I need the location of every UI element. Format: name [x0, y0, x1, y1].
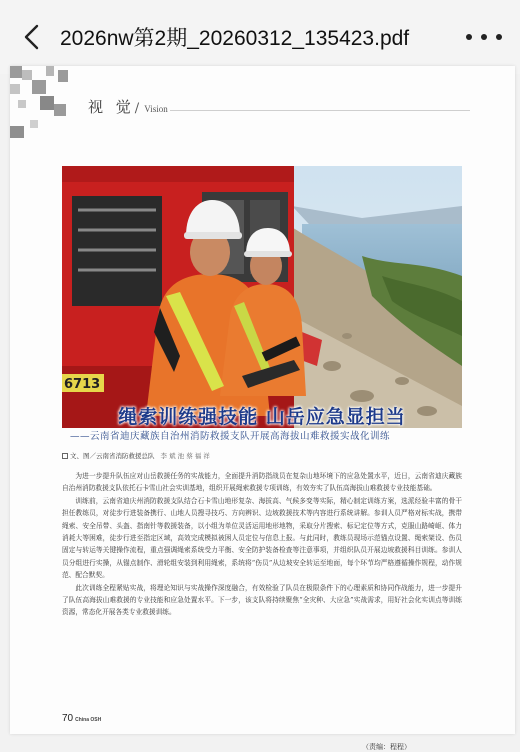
byline — [62, 451, 210, 460]
article-photo — [62, 166, 462, 428]
more-button[interactable] — [466, 22, 502, 52]
paragraph: 此次训练全程紧贴实战，将理论知识与实战操作深度融合，有效检验了队员在极限条件下的心理素质和协同作战能力，进一步提升了队伍高海拔山难救援的专业技能和应急处置水平。下一步，该支队将持续聚焦“全灾种、大应急”实战需求，用好社会化实训点等训练资源，常态化开展各类专业救援训练。 — [62, 583, 462, 617]
back-button[interactable] — [18, 22, 48, 52]
section-header — [88, 96, 168, 117]
mosaic-block — [54, 104, 66, 116]
paragraph: 为进一步提升队伍应对山岳救援任务的实战能力，全面提升消防指战员在复杂山地环境下的应急处置水平，近日，云南省迪庆藏族自治州消防救援支队依托石卡雪山社会实训基地，组织开展绳索救援专项训练，有效夯实了队伍高海拔山难救援专业技能基础。 — [62, 472, 462, 493]
pdf-page[interactable] — [10, 66, 515, 751]
chevron-left-icon — [18, 22, 48, 52]
mosaic-block — [10, 126, 24, 138]
mosaic-block — [10, 66, 22, 78]
byline-authors: 李 斌 池 蔡 福 祥 — [160, 452, 210, 460]
mosaic-block — [58, 70, 68, 82]
headline: 绳索训练强技能 山岳应急显担当 — [118, 406, 406, 428]
subheadline: ——云南省迪庆藏族自治州消防救援支队开展高海拔山难救援实战化训练 — [70, 431, 391, 442]
mosaic-block — [10, 84, 20, 94]
section-subtitle: Vision — [144, 104, 168, 114]
section-title: 视 觉 — [88, 98, 135, 116]
editor-note: （责编：程程） — [362, 743, 411, 751]
page-number: 70 — [62, 713, 74, 724]
section-divider — [170, 110, 470, 111]
mosaic-block — [30, 120, 38, 128]
paragraph: 训练前，云南省迪庆州消防救援支队结合石卡雪山地形复杂、海拔高、气候多变等实际，精心制定训练方案，选派经验丰富的骨干担任教练员，对徒步行进装备携行、山地人员搜寻技巧、方向辨识、边坡救援技术等内容进行系统讲解。参训人员严格对标实战，携带绳索、安全吊带、头盔、指南针等救援装备，以小组为单位灵活运用地形地物，采取分片搜索、标记定位等方式，克服山路崎岖、体力消耗大等困难，徒步行进至指定区域，高效完成模拟被困人员定位与信息上报。与此同时，教练员现场示范锚点设置、绳索架设、伤员固定与转运等关键操作流程，重点强调绳索系统受力平衡、安全防护装备检查等注意事项，并组织队员开展边坡救援科目训练。参训人员分组进行实操，从锚点制作、滑轮组安装到利用绳索，系统将“伤员”从边坡安全转运至地面，每个环节均严格遵循操作规程，动作规范、配合默契。 — [62, 496, 462, 580]
page-footer — [62, 708, 101, 726]
checkbox-square-icon — [62, 453, 68, 459]
truck-number: 6713 — [64, 377, 101, 392]
mosaic-block — [18, 100, 26, 108]
top-bar — [0, 0, 520, 74]
more-horizontal-icon — [466, 34, 472, 40]
more-dot — [496, 34, 502, 40]
byline-text: 文、图／云南省消防救援总队 — [70, 452, 155, 460]
mosaic-block — [22, 70, 32, 80]
mosaic-block — [40, 96, 54, 110]
section-slash: / — [134, 101, 140, 116]
mosaic-block — [32, 80, 46, 94]
more-dot — [481, 34, 487, 40]
mosaic-block — [46, 66, 54, 76]
file-title: 2026nw第2期_20260312_135423.pdf — [60, 27, 410, 50]
magazine-brand: China OSH — [75, 717, 102, 723]
article-body — [62, 470, 462, 619]
